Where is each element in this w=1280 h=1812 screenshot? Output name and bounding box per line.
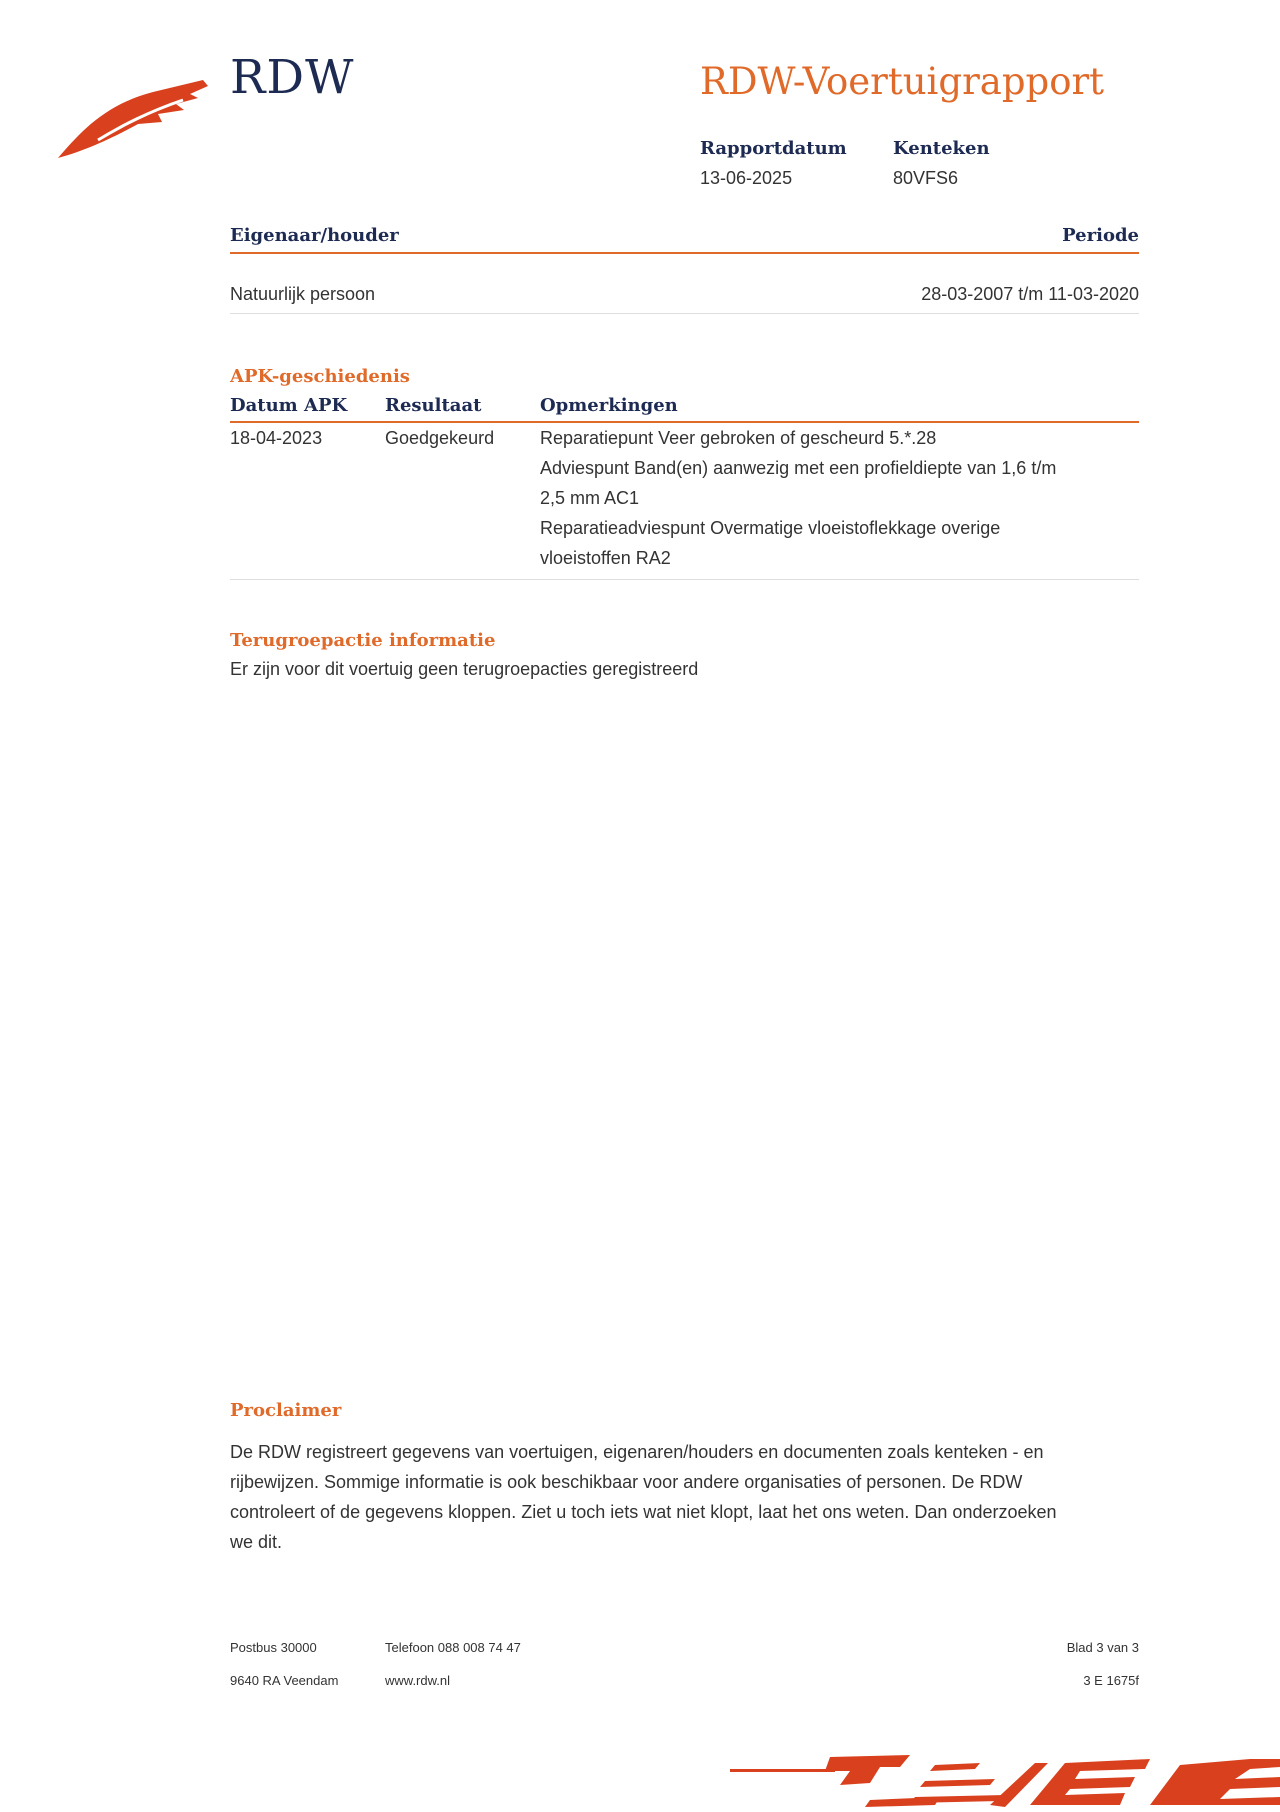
apk-section (230, 366, 1139, 580)
proclaimer-title: Proclaimer (230, 1400, 342, 1421)
owner-row (230, 284, 1139, 314)
apk-table (230, 395, 1139, 580)
footer-postbus: Postbus 30000 (230, 1640, 317, 1655)
apk-remark-line: 2,5 mm AC1 (540, 488, 640, 508)
proclaimer-line: we dit. (230, 1532, 283, 1552)
footer-document-code: 3 E 1675f (1083, 1673, 1139, 1688)
owner-column-header: Eigenaar/houder (230, 225, 399, 246)
owner-section (230, 225, 1139, 314)
apk-remark-line: Reparatieadviespunt Overmatige vloeistoflekkage overige (540, 518, 1001, 538)
apk-remarks-header: Opmerkingen (540, 395, 1139, 422)
report-title: RDW-Voertuigrapport (700, 60, 1105, 103)
report-date-value: 13-06-2025 (700, 168, 793, 188)
recall-section (230, 630, 1139, 680)
footer-address (230, 1640, 338, 1706)
owner-value: Natuurlijk persoon (230, 284, 376, 304)
report-date-label: Rapportdatum (700, 138, 847, 159)
apk-remark-line: Adviespunt Band(en) aanwezig met een profieldiepte van 1,6 t/m (540, 458, 1057, 478)
apk-remarks-cell (540, 422, 1139, 580)
apk-result-cell: Goedgekeurd (385, 422, 540, 580)
proclaimer-line: rijbewijzen. Sommige informatie is ook beschikbaar voor andere organisaties of personen. De RDW (230, 1472, 1023, 1492)
apk-section-title: APK-geschiedenis (230, 366, 410, 387)
apk-remark-line: Reparatiepunt Veer gebroken of gescheurd 5.*.28 (540, 428, 937, 448)
proclaimer-line: De RDW registreert gegevens van voertuigen, eigenaren/houders en documenten zoals kenteken - en (230, 1442, 1044, 1462)
rdw-logo-text: RDW (230, 50, 355, 105)
period-column-header: Periode (1062, 225, 1139, 246)
table-row (230, 422, 1139, 580)
owner-header-row (230, 225, 1139, 254)
report-date-block (700, 138, 847, 189)
footer-phone: Telefoon 088 008 74 47 (385, 1640, 521, 1655)
rdw-feather-logo (58, 80, 208, 160)
footer-page-number: Blad 3 van 3 (1066, 1640, 1139, 1655)
license-plate-block (893, 138, 990, 189)
proclaimer-text (230, 1437, 1139, 1557)
license-plate-value: 80VFS6 (893, 168, 959, 188)
apk-date-cell: 18-04-2023 (230, 422, 385, 580)
apk-date-header: Datum APK (230, 395, 385, 422)
apk-result-header: Resultaat (385, 395, 540, 422)
proclaimer-section (230, 1400, 1139, 1557)
license-plate-label: Kenteken (893, 138, 990, 159)
period-value: 28-03-2007 t/m 11-03-2020 (921, 284, 1139, 304)
apk-remark-line: vloeistoffen RA2 (540, 548, 671, 568)
footer-city: 9640 RA Veendam (230, 1673, 339, 1688)
apk-header-row (230, 395, 1139, 422)
footer-page-info (1067, 1640, 1139, 1706)
proclaimer-line: controleert of de gegevens kloppen. Ziet u toch iets wat niet klopt, laat het ons weten. Dan onderzoeken (230, 1502, 1057, 1522)
footer-contact (385, 1640, 521, 1706)
decorative-stripes (730, 1745, 1280, 1812)
recall-section-title: Terugroepactie informatie (230, 630, 496, 651)
footer-website[interactable]: www.rdw.nl (385, 1673, 451, 1688)
recall-text: Er zijn voor dit voertuig geen terugroepacties geregistreerd (230, 659, 699, 679)
